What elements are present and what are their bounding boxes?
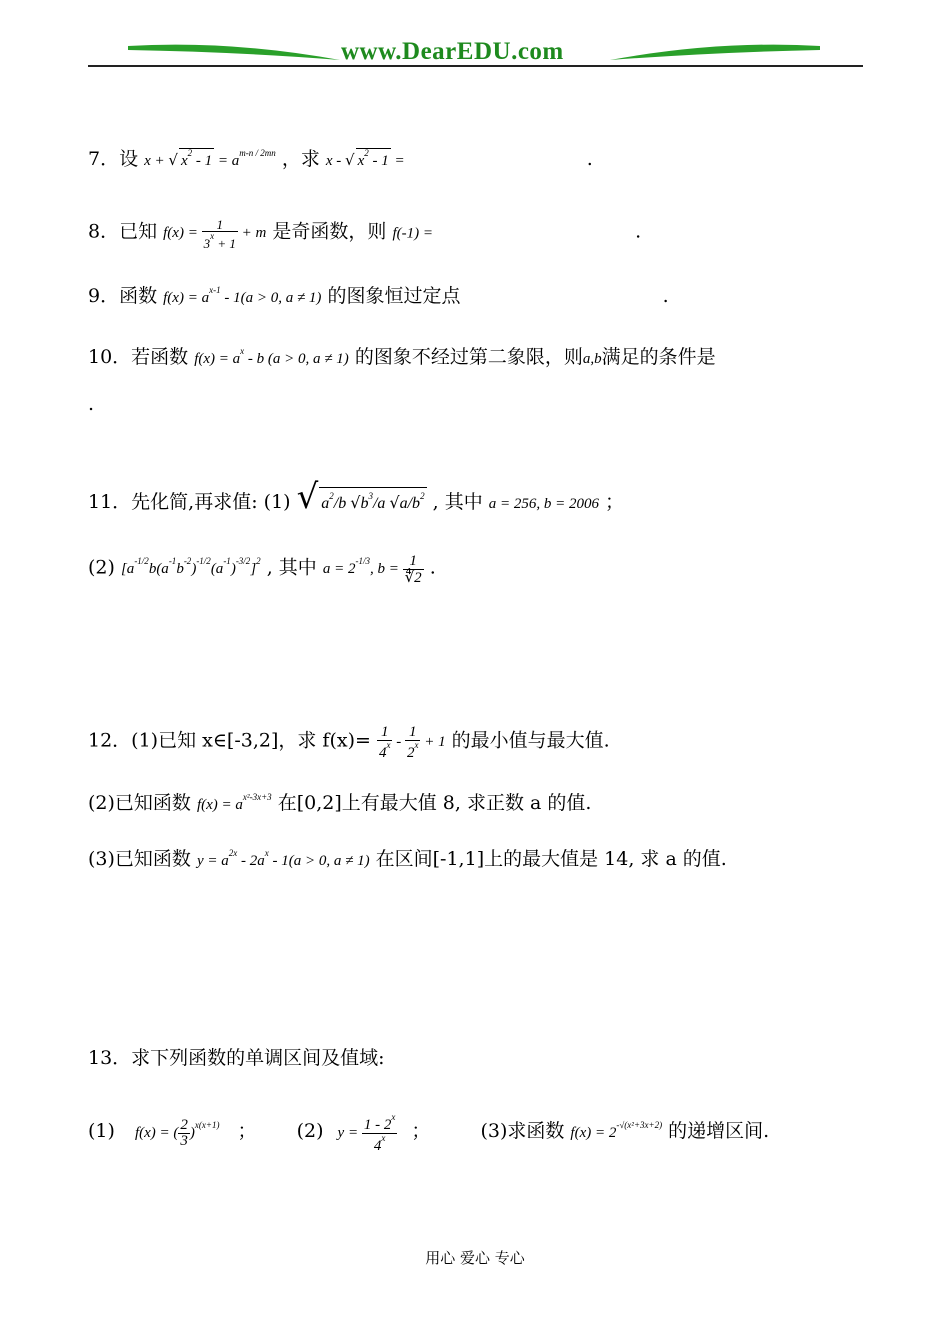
header-rule (88, 65, 863, 67)
q11-formula-2: $[a^{-1/2}b(a^{-1}b^{-2})^{-1/2}(a^{-1})^{-3/2}]^2$ (120, 556, 261, 578)
q11-formula-1: √ $a^2/b$ $√b^3/a$ $√a/b^2$ (296, 477, 425, 517)
q7-formula-2: x - √ $x^2 - 1$ = (325, 148, 405, 169)
q12-formula-3: $y = a^{2x} - 2a^x - 1(a > 0$, a ≠ 1) (196, 848, 370, 869)
question-13-parts: (1) f(x) = ( $\frac{2}{3}$ )$^{x(x+1)}$ ； (2) y = $\frac{1 - 2^x}{4^x}$ ； (3)求函数 $f(x) = 2^{-√(x^2+3x+2)}$ 的递增区间. (88, 1112, 770, 1154)
page-footer: 用心 爱心 专心 (425, 1249, 525, 1267)
question-11-part-2: (2) $[a^{-1/2}b(a^{-1}b^{-2})^{-1/2}(a^{-1})^{-3/2}]^2$ , 其中 $a = 2^{-1/3}$, b = $\frac{1}{∜2}$ . (88, 553, 436, 586)
question-10-dot: . (88, 393, 95, 415)
question-13: 13．求下列函数的单调区间及值域: (88, 1047, 385, 1069)
question-12: 12．(1)已知 x∈[-3,2]，求 f(x)= $\frac{1}{4^x}$ - $\frac{1}{2^x}$ + 1 的最小值与最大值. (88, 724, 610, 761)
question-9: 9．函数 $f(x) = a^{x-1} - 1(a > 0$, a ≠ 1) 的图象恒过定点 . (88, 285, 669, 307)
q13-formula-2: y = $\frac{1 - 2^x}{4^x}$ (337, 1112, 396, 1154)
question-11: 11．先化简,再求值: (1) √ $a^2/b$ $√b^3/a$ $√a/b^2$ , 其中 a = 256, b = 2006 ； (88, 477, 625, 517)
q11-formula-3: $a = 2^{-1/3}$, b = $\frac{1}{∜2}$ (322, 553, 422, 586)
q12-formula-2: $f(x) = a^{x^2-3x+3}$ (196, 792, 272, 813)
q7-formula-1: x + √ $x^2 - 1 = a^{m-n / 2mn}$ (144, 148, 276, 169)
site-logo[interactable]: www.DearEDU.com (341, 38, 564, 65)
page-header (0, 0, 950, 80)
q12-formula-1: $\frac{1}{4^x}$ - $\frac{1}{2^x}$ + 1 (378, 724, 446, 761)
question-8: 8．已知 f(x) = $\frac{1}{3^x + 1}$ + m 是奇函数，则 f(-1) = . (88, 217, 642, 251)
question-12-part-2: (2)已知函数 $f(x) = a^{x^2-3x+3}$ 在[0,2]上有最大值 8, 求正数 a 的值. (88, 792, 592, 814)
question-10: 10．若函数 $f(x) = a^x - b$ (a > 0, a ≠ 1) 的图象不经过第二象限，则a,b满足的条件是 (88, 346, 716, 368)
q8-formula-1: f(x) = $\frac{1}{3^x + 1}$ + m (163, 217, 267, 251)
q9-formula: $f(x) = a^{x-1} - 1(a > 0$, a ≠ 1) (163, 285, 322, 306)
question-7: 7．设 x + √ $x^2 - 1 = a^{m-n / 2mn}$ ，求 x - √ $x^2 - 1$ = . (88, 148, 593, 170)
q13-formula-3: $f(x) = 2^{-√(x^2+3x+2)}$ (570, 1119, 663, 1141)
q13-formula-1: f(x) = ( $\frac{2}{3}$ )$^{x(x+1)}$ (134, 1117, 220, 1149)
q8-formula-2: f(-1) = (392, 225, 433, 242)
q10-formula: $f(x) = a^x - b$ (a > 0, a ≠ 1) (194, 346, 349, 367)
question-12-part-3: (3)已知函数 $y = a^{2x} - 2a^x - 1(a > 0$, a ≠ 1) 在区间[-1,1]上的最大值是 14, 求 a 的值. (88, 848, 727, 870)
